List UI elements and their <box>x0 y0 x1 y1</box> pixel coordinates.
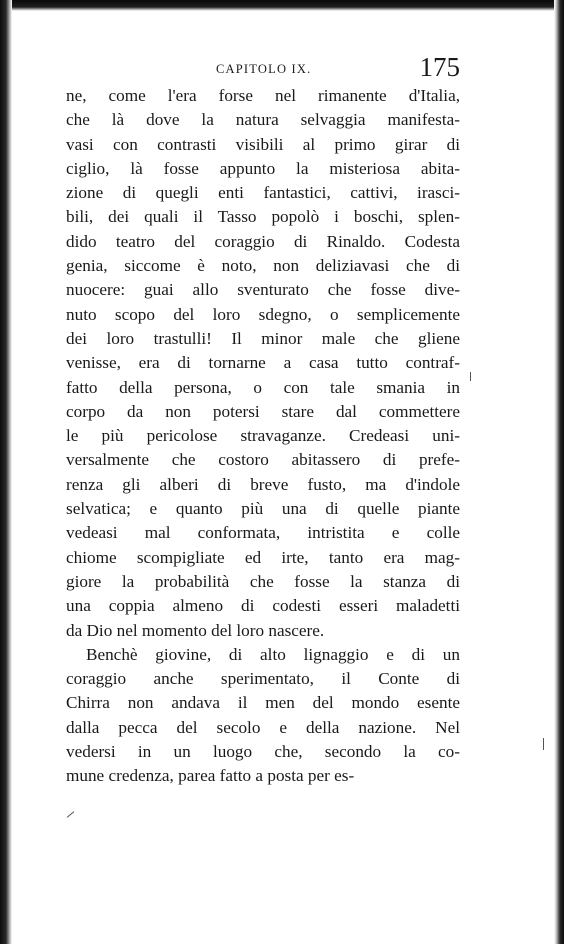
page-top-edge <box>0 0 564 11</box>
text-line: Chirra non andava il men del mondo esente <box>66 693 460 713</box>
margin-mark <box>470 372 471 381</box>
text-line: coraggio anche sperimentato, il Conte di <box>66 669 460 689</box>
text-line: ciglio, là fosse appunto la misteriosa abita- <box>66 158 460 178</box>
text-line: bili, dei quali il Tasso popolò i boschi, splen- <box>66 207 460 227</box>
page-right-edge <box>554 0 564 944</box>
text-line: le più pericolose stravaganze. Credeasi uni- <box>66 426 460 446</box>
paragraph <box>66 84 460 643</box>
text-line: una coppia almeno di codesti esseri maladetti <box>66 596 460 616</box>
text-line: selvatica; e quanto più una di quelle piante <box>66 499 460 519</box>
page-left-edge <box>0 0 12 944</box>
text-line: nuto scopo del loro sdegno, o semplicemente <box>66 304 460 324</box>
text-line: da Dio nel momento del loro nascere. <box>66 620 325 640</box>
text-line: dalla pecca del secolo e della nazione. Nel <box>66 717 460 737</box>
text-line: fatto della persona, o con tale smania in <box>66 377 460 397</box>
running-head: CAPITOLO IX. <box>216 62 312 76</box>
text-line: giore la probabilità che fosse la stanza di <box>66 571 460 591</box>
margin-mark <box>67 811 75 818</box>
text-line: vasi con contrasti visibili al primo girar di <box>66 134 460 154</box>
text-line: che là dove la natura selvaggia manifesta- <box>66 110 460 130</box>
text-line: zione di quegli enti fantastici, cattivi, irasci- <box>66 183 460 203</box>
text-line: versalmente che costoro abitassero di prefe- <box>66 450 460 470</box>
text-line: chiome scompigliate ed irte, tanto era mag- <box>66 547 460 567</box>
margin-mark <box>543 738 544 750</box>
text-line: renza gli alberi di breve fusto, ma d'indole <box>66 474 460 494</box>
text-line: mune credenza, parea fatto a posta per es- <box>66 766 355 786</box>
text-line: nuocere: guai allo sventurato che fosse dive- <box>66 280 460 300</box>
text-line: corpo da non potersi stare dal commettere <box>66 401 460 421</box>
text-line: Benchè giovine, di alto lignaggio e di un <box>86 644 460 664</box>
text-line: dei loro trastulli! Il minor male che gliene <box>66 328 460 348</box>
paragraph <box>66 643 460 789</box>
page-number: 175 <box>419 52 460 82</box>
text-line: vedersi in un luogo che, secondo la co- <box>66 742 460 762</box>
body-text <box>66 84 460 789</box>
text-line: vedeasi mal conformata, intristita e colle <box>66 523 460 543</box>
text-line: ne, come l'era forse nel rimanente d'Italia, <box>66 86 460 105</box>
text-line: venisse, era di tornarne a casa tutto contraf- <box>66 353 460 373</box>
text-line: dido teatro del coraggio di Rinaldo. Codesta <box>66 231 460 251</box>
text-line: genia, siccome è noto, non deliziavasi che di <box>66 256 460 276</box>
